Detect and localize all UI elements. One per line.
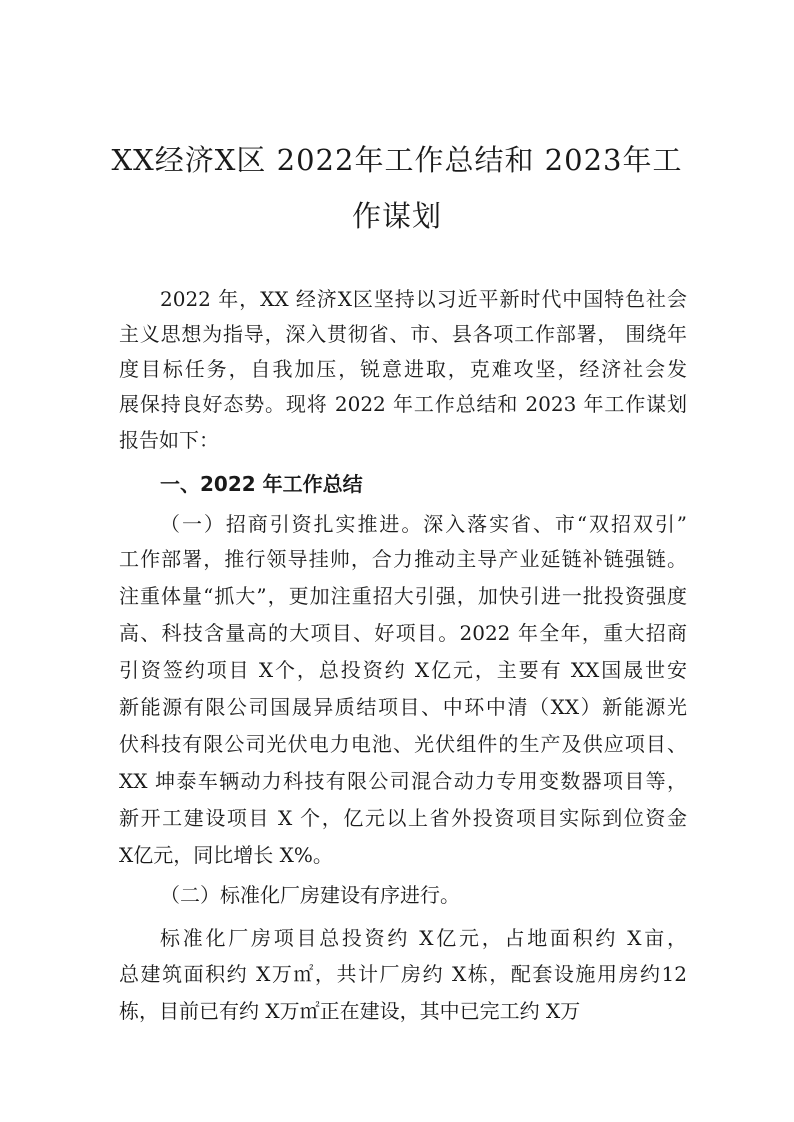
document-title-line-2: 作谋划 bbox=[351, 199, 442, 233]
intro-line: 度目标任务，自我加压，锐意进取，克难攻坚，经济社会发 bbox=[119, 357, 687, 381]
intro-line: 展保持良好态势。现将 2022 年工作总结和 2023 年工作谋划 bbox=[119, 392, 687, 416]
subsection-title: （一）招商引资扎实推进。深入落实省、市“双招双引” bbox=[160, 512, 687, 536]
intro-line: 2022 年，XX 经济X区坚持以习近平新时代中国特色社会 bbox=[160, 287, 687, 311]
paragraph-line: 新开工建设项目 X 个，亿元以上省外投资项目实际到位资金 bbox=[119, 806, 687, 830]
paragraph-line: 引资签约项目 X个，总投资约 X亿元，主要有 XX国晟世安 bbox=[119, 658, 687, 682]
intro-line: 报告如下： bbox=[119, 428, 219, 452]
section-heading: 一、2022 年工作总结 bbox=[160, 472, 363, 496]
paragraph-line: XX 坤泰车辆动力科技有限公司混合动力专用变数器项目等， bbox=[119, 769, 687, 793]
paragraph-line: 标准化厂房项目总投资约 X亿元，占地面积约 X亩， bbox=[160, 926, 687, 950]
subsection-title: （二）标准化厂房建设有序进行。 bbox=[160, 883, 460, 907]
paragraph-line: 高、科技含量高的大项目、好项目。2022 年全年，重大招商 bbox=[119, 621, 687, 645]
paragraph-line: 新能源有限公司国晟异质结项目、中环中清（XX）新能源光 bbox=[119, 695, 687, 719]
paragraph-line: 总建筑面积约 X万㎡，共计厂房约 X栋，配套设施用房约12 bbox=[119, 962, 687, 986]
paragraph-line: 注重体量“抓大”，更加注重招大引强，加快引进一批投资强度 bbox=[119, 584, 687, 608]
intro-line: 主义思想为指导，深入贯彻省、市、县各项工作部署， 围绕年 bbox=[119, 322, 687, 346]
paragraph-line: 伏科技有限公司光伏电力电池、光伏组件的生产及供应项目、 bbox=[119, 732, 687, 756]
document-title-line-1: XX经济X区 2022年工作总结和 2023年工 bbox=[111, 143, 683, 177]
paragraph-line: 栋，目前已有约 X万㎡正在建设，其中已完工约 X万 bbox=[119, 999, 581, 1023]
paragraph-line: X亿元，同比增长 X%。 bbox=[119, 843, 333, 867]
paragraph-line: 工作部署，推行领导挂帅，合力推动主导产业延链补链强链。 bbox=[119, 547, 687, 571]
